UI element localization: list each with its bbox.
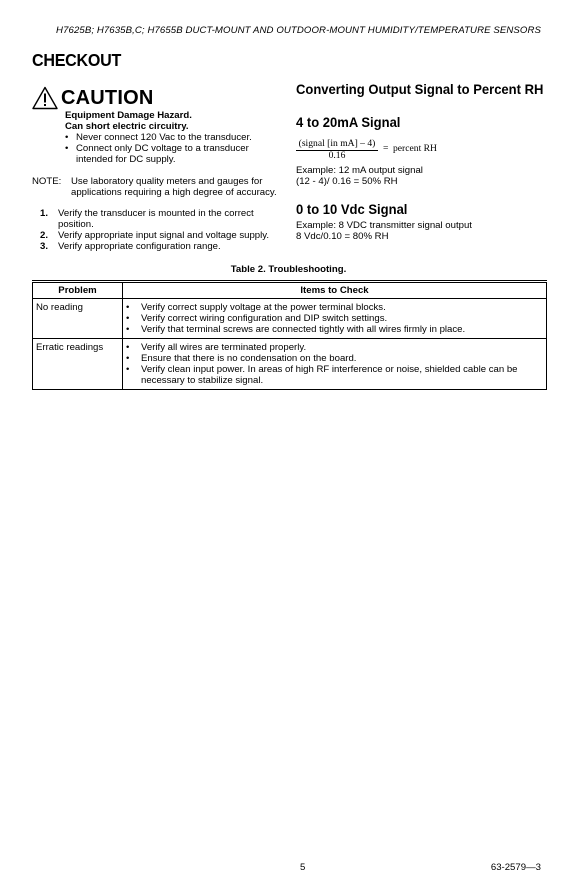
note-text: Use laboratory quality meters and gauges for applications requiring a high degree of accuracy. [71, 176, 277, 198]
check-item: • Verify that terminal screws are connected tightly with all wires firmly in place. [126, 324, 543, 335]
checks-list [126, 342, 543, 386]
formula-numerator: (signal [in mA] – 4) [296, 138, 378, 151]
table-header-row [33, 282, 547, 299]
column-header-problem: Problem [33, 282, 123, 299]
table-caption: Table 2. Troubleshooting. [230, 264, 347, 275]
vdc-signal-heading: 0 to 10 Vdc Signal [296, 201, 408, 217]
step-number: 1. [40, 208, 49, 219]
hazard-subtitle: Can short electric circuitry. [65, 121, 189, 132]
vdc-example [296, 220, 546, 242]
check-item: • Verify all wires are terminated properly. [126, 342, 543, 353]
check-item: • Verify clean input power. In areas of high RF interference or noise, shielded cable can be necessary to stabilize signal. [126, 364, 543, 386]
checks-list [126, 302, 543, 335]
problem-cell: Erratic readings [33, 339, 123, 390]
note-block [32, 176, 288, 200]
running-header: H7625B; H7635B,C; H7655B DUCT-MOUNT AND OUTDOOR-MOUNT HUMIDITY/TEMPERATURE SENSORS [56, 25, 541, 36]
formula-equals: = [383, 143, 389, 154]
step-item [38, 241, 288, 252]
vdc-example-calc: 8 Vdc/0.10 = 80% RH [296, 231, 389, 242]
step-number: 3. [40, 241, 49, 252]
note-label: NOTE: [32, 176, 62, 187]
table-row [33, 299, 547, 339]
ma-example-calc: (12 - 4)/ 0.16 = 50% RH [296, 176, 398, 187]
formula-result: percent RH [393, 143, 437, 154]
troubleshooting-table [32, 280, 547, 390]
step-item [38, 208, 288, 230]
ma-example-line: Example: 12 mA output signal [296, 165, 423, 176]
caution-details [65, 110, 285, 165]
caution-bullets [65, 132, 277, 165]
vdc-example-line: Example: 8 VDC transmitter signal output [296, 220, 472, 231]
column-header-items: Items to Check [123, 282, 547, 299]
step-text: Verify the transducer is mounted in the correct position. [58, 208, 254, 230]
step-text: Verify appropriate configuration range. [58, 241, 221, 252]
warning-triangle-icon [32, 86, 58, 110]
problem-cell: No reading [33, 299, 123, 339]
ma-signal-heading: 4 to 20mA Signal [296, 114, 401, 130]
step-item [38, 230, 288, 241]
table-row [33, 339, 547, 390]
caution-bullet: • Never connect 120 Vac to the transducer. [65, 132, 277, 143]
check-item: • Verify correct supply voltage at the power terminal blocks. [126, 302, 543, 313]
formula-denominator: 0.16 [328, 150, 346, 161]
page-number: 5 [300, 862, 306, 873]
ma-example [296, 165, 546, 187]
check-item: • Ensure that there is no condensation on the board. [126, 353, 543, 364]
caution-label: CAUTION [61, 87, 154, 109]
checks-cell [123, 339, 547, 390]
converting-heading: Converting Output Signal to Percent RH [296, 81, 544, 97]
step-text: Verify appropriate input signal and voltage supply. [58, 230, 270, 241]
check-item: • Verify correct wiring configuration and DIP switch settings. [126, 313, 543, 324]
hazard-title: Equipment Damage Hazard. [65, 110, 192, 121]
document-number: 63-2579—3 [490, 862, 541, 873]
checkout-heading: CHECKOUT [32, 50, 122, 70]
rh-formula [296, 138, 496, 162]
checks-cell [123, 299, 547, 339]
checkout-steps [38, 208, 288, 252]
step-number: 2. [40, 230, 49, 241]
caution-bullet: • Connect only DC voltage to a transducer intended for DC supply. [65, 143, 277, 165]
